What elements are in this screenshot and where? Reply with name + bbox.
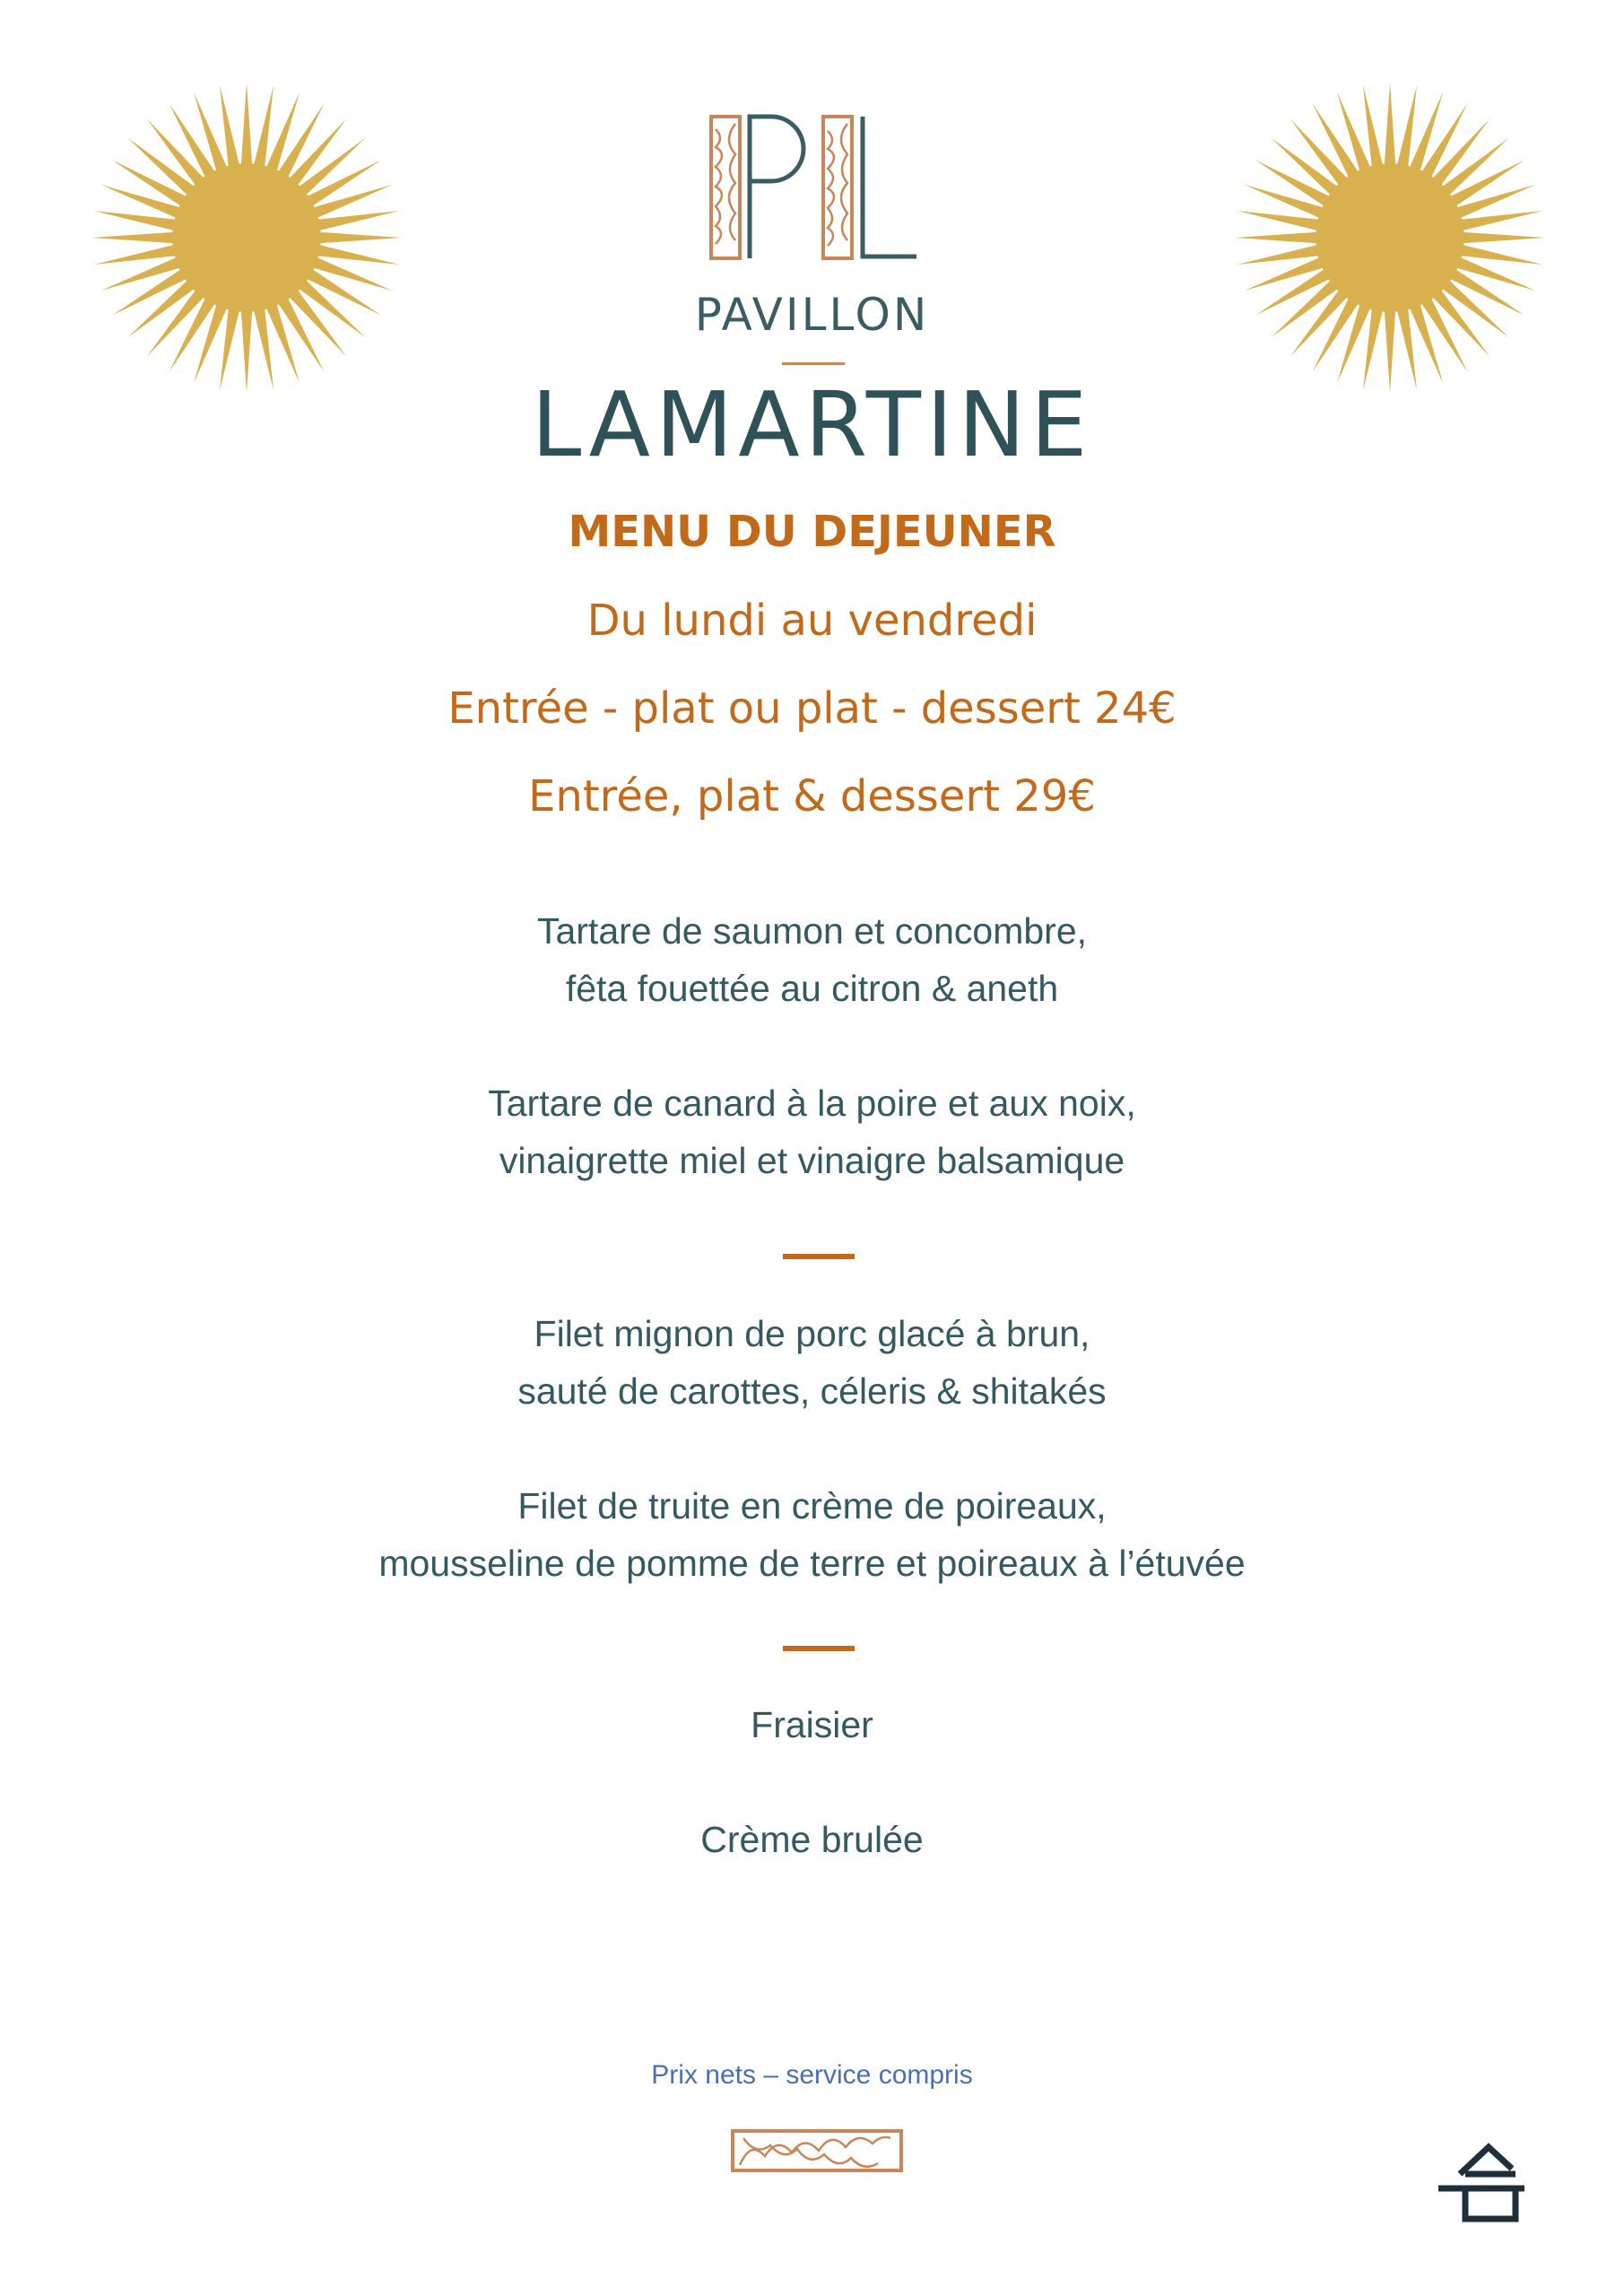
dessert-1: Fraisier <box>751 1704 873 1745</box>
plat-2-line-1: Filet de truite en crème de poireaux, <box>517 1485 1107 1526</box>
menu-formula-1: Entrée - plat ou plat - dessert 24€ <box>447 683 1177 734</box>
menu-title: MENU DU DEJEUNER <box>568 507 1056 557</box>
plat-2-line-2: mousseline de pomme de terre et poireaux à l’étuvée <box>378 1543 1246 1584</box>
plat-1-line-2: sauté de carottes, céleris & shitakés <box>517 1370 1107 1412</box>
entree-2-line-1: Tartare de canard à la poire et aux noix, <box>488 1083 1136 1124</box>
monogram-logo <box>708 111 924 264</box>
sun-right-icon <box>1229 76 1551 399</box>
menu-formula-2: Entrée, plat & dessert 29€ <box>528 771 1096 822</box>
footer-note: Prix nets – service compris <box>651 2060 973 2090</box>
ornament-icon <box>731 2129 903 2172</box>
brand-name-big: LAMARTINE <box>531 372 1093 477</box>
house-icon <box>1435 2135 1533 2224</box>
entree-1-line-2: fêta fouettée au citron & aneth <box>565 968 1059 1009</box>
plat-1-line-1: Filet mignon de porc glacé à brun, <box>534 1313 1090 1354</box>
brand-name-small: PAVILLON <box>694 289 930 341</box>
sun-left-icon <box>85 76 408 399</box>
section-separator <box>783 1254 855 1259</box>
brand-divider <box>782 362 845 365</box>
entree-2-line-2: vinaigrette miel et vinaigre balsamique <box>499 1140 1125 1181</box>
dessert-2: Crème brulée <box>700 1819 924 1860</box>
section-separator <box>783 1646 855 1651</box>
entree-1-line-1: Tartare de saumon et concombre, <box>536 910 1088 952</box>
menu-days: Du lundi au vendredi <box>586 596 1038 646</box>
